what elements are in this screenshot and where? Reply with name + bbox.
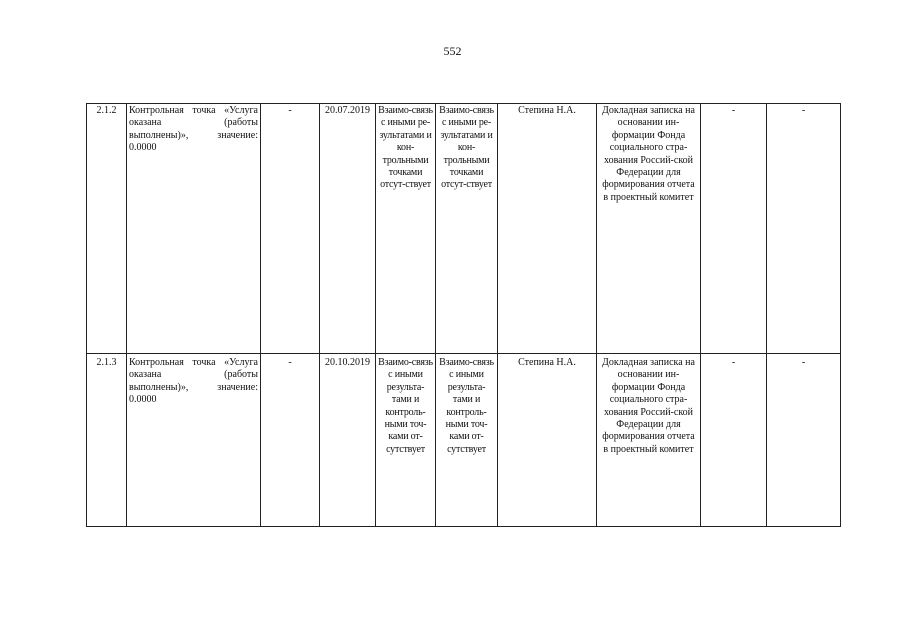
due-date: 20.07.2019	[320, 104, 376, 354]
relationship-cell: Взаимо-связь с иными результа-тами и контроль-ными точ-ками от-сутствует	[436, 354, 498, 527]
cell-dash: -	[701, 354, 767, 527]
table-row	[87, 354, 841, 527]
relationship-cell: Взаимо-связь с иными результа-тами и контроль-ными точ-ками от-сутствует	[376, 354, 436, 527]
cell-dash: -	[261, 354, 320, 527]
responsible-person: Степина Н.А.	[498, 104, 597, 354]
control-point-name: Контрольная точка «Услуга оказана (работы выполнены)», значение: 0.0000	[127, 354, 261, 527]
confirming-document: Докладная записка на основании ин-формации Фонда социального стра-хования Россий-ской Федерации для формирования отчета в проектный комитет	[597, 354, 701, 527]
page-number: 552	[443, 44, 462, 58]
cell-dash: -	[767, 354, 841, 527]
cell-dash: -	[701, 104, 767, 354]
table-row	[87, 104, 841, 354]
relationship-cell: Взаимо-связь с иными ре-зультатами и кон-трольными точками отсут-ствует	[436, 104, 498, 354]
cell-dash: -	[767, 104, 841, 354]
control-point-name: Контрольная точка «Услуга оказана (работы выполнены)», значение: 0.0000	[127, 104, 261, 354]
control-points-table	[86, 103, 841, 527]
responsible-person: Степина Н.А.	[498, 354, 597, 527]
confirming-document: Докладная записка на основании ин-формации Фонда социального стра-хования Россий-ской Федерации для формирования отчета в проектный комитет	[597, 104, 701, 354]
due-date: 20.10.2019	[320, 354, 376, 527]
row-number: 2.1.2	[87, 104, 127, 354]
cell-dash: -	[261, 104, 320, 354]
row-number: 2.1.3	[87, 354, 127, 527]
relationship-cell: Взаимо-связь с иными ре-зультатами и кон-трольными точками отсут-ствует	[376, 104, 436, 354]
